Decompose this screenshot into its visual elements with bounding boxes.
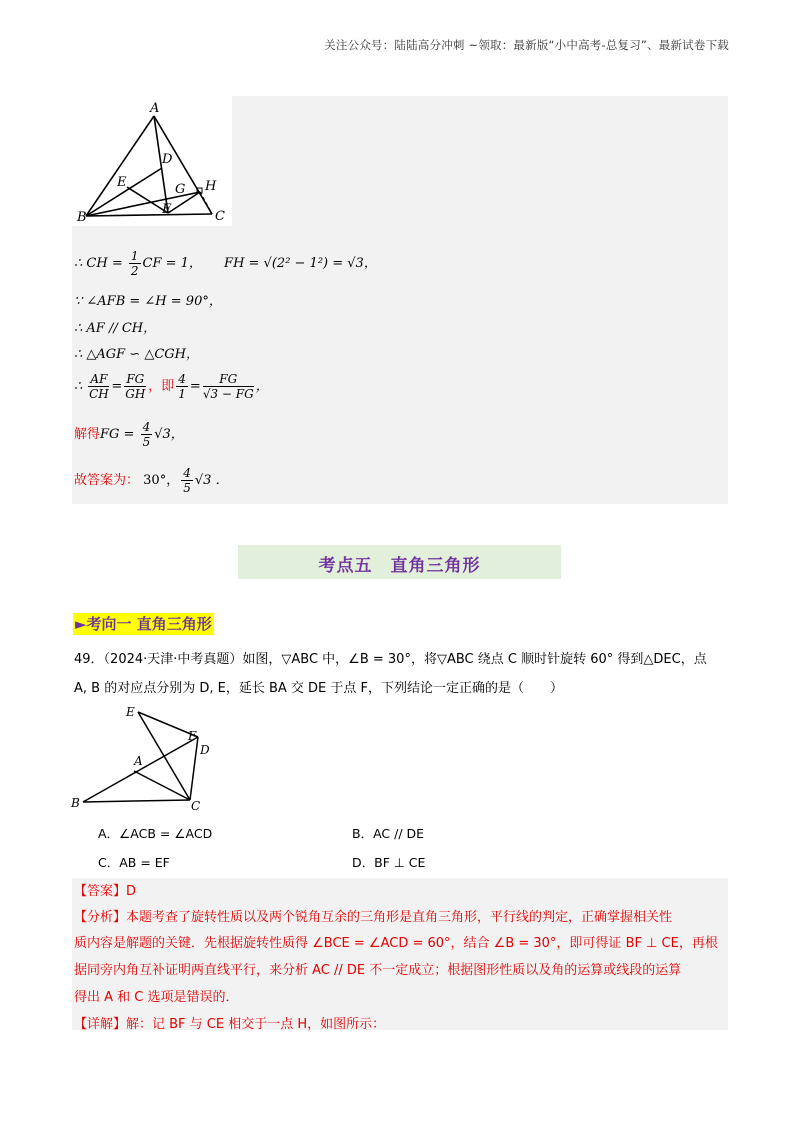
fig2-label-E: E (126, 705, 135, 719)
fig1-label-H: H (205, 179, 217, 194)
solution-line-1: ∴ CH = $\frac{1}{2}$ CF = 1， FH = √(2² − 1²) = √3， (74, 249, 377, 278)
fig1-label-A: A (150, 101, 160, 116)
fig2-label-A: A (134, 754, 143, 768)
solution-line-4: ∴ △AGF ∽ △CGH， (74, 347, 200, 362)
question-line-1: 49．（2024·天津·中考真题）如图，▽ABC 中，∠B = 30°，将▽ABC 绕点 C 顺时针旋转 60° 得到△DEC，点 (74, 652, 707, 667)
answer-line: 【答案】D (74, 884, 137, 899)
solution-line-5: ∴ $\frac{AF}{CH}$ = $\frac{FG}{GH}$ ，即 $\frac{4}{1}$ = $\frac{FG}{√3 - FG}$ ， (74, 372, 269, 401)
option-b: B．AC // DE (352, 826, 425, 841)
fig1-label-B: B (77, 210, 87, 225)
question-line-2: A, B 的对应点分别为 D, E，延长 BA 交 DE 于点 F，下列结论一定正确的是（ ） (74, 681, 564, 696)
option-d: D．BF ⊥ CE (352, 855, 426, 870)
detail-line: 【详解】解：记 BF 与 CE 相交于一点 H，如图所示： (74, 1017, 386, 1032)
fig1-label-C: C (215, 209, 225, 224)
fig2-label-D: D (200, 743, 210, 757)
solution-line-7: 故答案为： 30°， $\frac{4}{5}$ √3 ． (74, 466, 229, 495)
solution-line-3: ∴ AF // CH， (74, 321, 157, 336)
fig1-label-D: D (162, 152, 173, 167)
triangle-figure-1-svg (72, 96, 232, 226)
option-a: A．∠ACB = ∠ACD (98, 826, 213, 841)
kaoxiang-title: ►考向一 直角三角形 (75, 615, 212, 633)
analysis-line-4: 得出 A 和 C 选项是错误的． (74, 990, 239, 1005)
section-banner (238, 545, 561, 579)
solution-line-2: ∵ ∠AFB = ∠H = 90°， (74, 294, 222, 309)
fig2-label-C: C (191, 799, 201, 813)
fig2-label-B: B (71, 796, 80, 810)
analysis-line-3: 据同旁内角互补证明两直线平行，来分析 AC // DE 不一定成立；根据图形性质以及角的运算或线段的运算 (74, 963, 682, 978)
triangle-figure-2-svg (66, 700, 226, 815)
analysis-line-1: 【分析】本题考查了旋转性质以及两个锐角互余的三角形是直角三角形，平行线的判定，正确掌握相关性 (74, 910, 673, 925)
answer-box (72, 878, 728, 1030)
fig1-label-E: E (117, 175, 127, 190)
solution-line-6: 解得FG = $\frac{4}{5}$ √3， (74, 420, 184, 449)
page-header: 关注公众号：陆陆高分冲刺 ~领取：最新版“小中高考-总复习”、最新试卷下载 (324, 38, 729, 52)
option-c: C．AB = EF (98, 855, 170, 870)
fig1-label-G: G (175, 182, 186, 197)
triangle-figure-2 (66, 700, 226, 815)
fig1-label-F: F (162, 202, 172, 217)
triangle-figure-1 (72, 96, 232, 226)
analysis-line-2: 质内容是解题的关键．先根据旋转性质得 ∠BCE = ∠ACD = 60°，结合 ∠B = 30°，即可得证 BF ⊥ CE，再根 (74, 936, 718, 951)
fig2-label-F: F (188, 729, 197, 743)
section-title: 考点五 直角三角形 (318, 556, 481, 576)
